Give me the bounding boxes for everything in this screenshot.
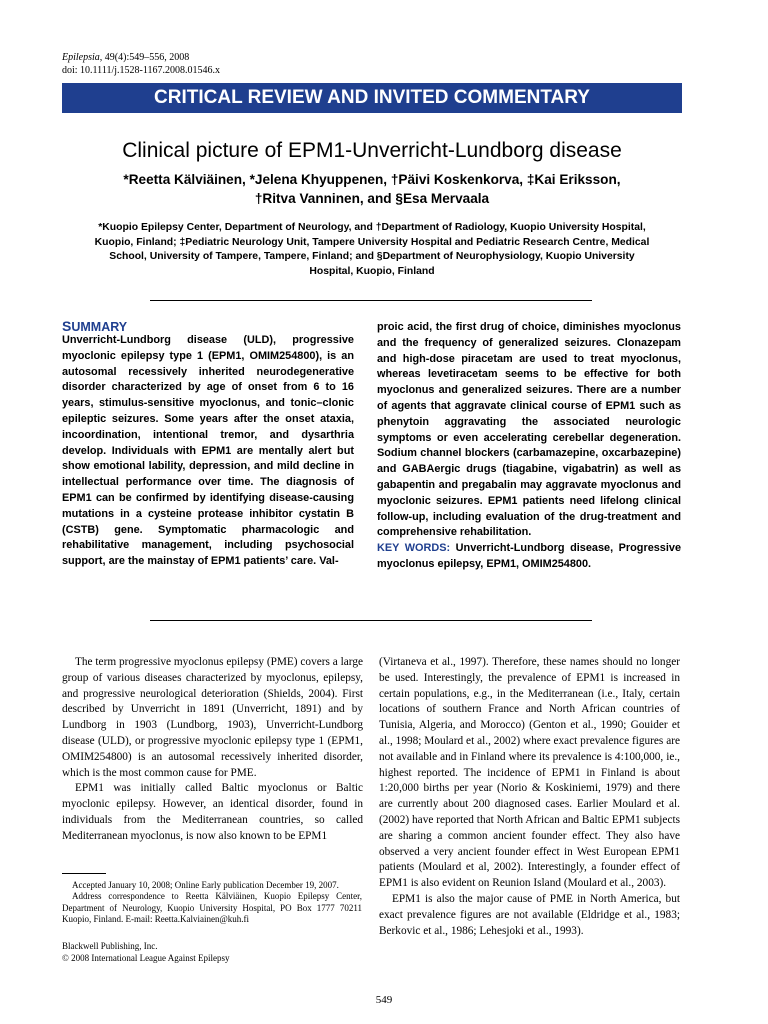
footnote-rule: [62, 873, 106, 874]
affiliation-line-3: School, University of Tampere, Tampere, Finland; and §Department of Neurophysiology, Kuopio University: [109, 251, 635, 262]
publisher-line-1: Blackwell Publishing, Inc.: [62, 941, 158, 951]
keywords-text: Unverricht-Lundborg disease, Progressive myoclonus epilepsy, EPM1, OMIM254800.: [377, 542, 682, 570]
affiliation-line-4: Hospital, Kuopio, Finland: [309, 265, 435, 277]
authors-line-2: †Ritva Vanninen, and §Esa Mervaala: [254, 191, 490, 206]
summary-heading: SUMMARY: [62, 318, 128, 334]
body-paragraph: The term progressive myoclonus epilepsy (PME) covers a large group of various diseases characterized by myoclonus, epilepsy, and progressive neurological deterioration (Shields, 2004). First described by Unverricht in 1891 (Unverricht, 1891) and by Lundborg in 1903 (Lundborg, 1903), Unverricht-Lundborg disease (ULD), or progressive myoclonic epilepsy type 1 (EPM1, OMIM254800) is an autosomal recessively inherited disorder, which is the most common cause for PME.: [62, 656, 363, 779]
body-right-column: [379, 655, 680, 939]
publisher-info: [62, 940, 230, 964]
publisher-line-2: © 2008 International League Against Epilepsy: [62, 953, 230, 963]
footnote-address: Address correspondence to Reetta Kälviäinen, Kuopio Epilepsy Center, Department of Neurology, Kuopio University Hospital, PO Box 1777 70211 Kuopio, Finland. E-mail: Reetta.Kalviainen@kuh.fi: [62, 891, 362, 925]
body-left-column: [62, 655, 363, 845]
affiliations: [58, 221, 686, 279]
summary-left-column: Unverricht-Lundborg disease (ULD), progressive myoclonic epilepsy type 1 (EPM1, OMIM254800), is an autosomal recessively inherited neurodegenerative disorder characterized by age of onset from 6 to 16 years, stimulus-sensitive myoclonus, and tonic–clonic epileptic seizures. Some years after the onset ataxia, incoordination, intentional tremor, and dysarthria develop. Individuals with EPM1 are mentally alert but show emotional lability, depression, and mild decline in intellectual performance over time. The diagnosis of EPM1 can be confirmed by identifying disease-causing mutations in a cysteine protease inhibitor cystatin B (CSTB) gene. Symptomatic pharmacologic and rehabilitative management, including psychosocial support, are the mainstay of EPM1 patients’ care. Val-: [62, 334, 354, 568]
journal-issue: 49(4):549–556, 2008: [102, 52, 190, 63]
keywords-label: KEY WORDS:: [377, 542, 451, 555]
article-title: Clinical picture of EPM1-Unverricht-Lundborg disease: [122, 139, 622, 162]
affiliation-line-1: *Kuopio Epilepsy Center, Department of Neurology, and †Department of Radiology, Kuopio University Hospital,: [98, 222, 646, 233]
divider-bottom: [150, 620, 592, 621]
body-paragraph: (Virtaneva et al., 1997). Therefore, these names should no longer be used. Interestingly, the prevalence of EPM1 is increased in certain populations, e.g., in the Mediterranean (i.e., Italy, certain locations of southern France and North African countries of Tunisia, Algeria, and Morocco) (Genton et al., 1990; Gouider et al., 1998; Moulard et al., 2002) where exact prevalence figures are not available and in Finland where its prevalence is 4:100,000, ie., highest reported. The incidence of EPM1 in Finland is about 1:20,000 births per year (Norio & Koskiniemi, 1979) and there are currently about 200 diagnosed cases. Earlier Moulard et al. (2002) have reported that North African and Baltic EPM1 subjects are sharing a common ancient founder effect. They also have observed a very ancient founder effect in West European EPM1 patients (Moulard et al, 2002). Interestingly, a founder effect of EPM1 is also evident on Reunion Island (Moulard et al., 2003).: [379, 656, 680, 890]
authors-line-1: *Reetta Kälviäinen, *Jelena Khyuppenen, †Päivi Koskenkorva, ‡Kai Eriksson,: [123, 172, 621, 187]
summary-right-text: proic acid, the first drug of choice, diminishes myoclonus and the frequency of generalized seizures. Clonazepam and high-dose piracetam are used to treat myoclonus, whereas levetiracetam seems to be effective for both myoclonus and generalized seizures. There are a number of agents that aggravate clinical course of EPM1 such as phenytoin aggravating the associated neurologic symptoms or even accelerating cerebellar degeneration. Sodium channel blockers (carbamazepine, oxcarbazepine) and GABAergic drugs (tiagabine, vigabatrin) as well as gabapentin and pregabalin may aggravate myoclonus and myoclonic seizures. EPM1 patients need lifelong clinical follow-up, including evaluation of the drug-treatment and comprehensive rehabilitation.: [377, 321, 681, 539]
journal-citation: [62, 51, 220, 77]
page-number: 549: [375, 994, 393, 1006]
summary-right-column: [377, 320, 681, 573]
body-paragraph: EPM1 was initially called Baltic myoclonus or Baltic myoclonic epilepsy. However, an identical disorder, found in individuals from the Mediterranean countries, so called Mediterranean myoclonus, is now also known to be EPM1: [62, 782, 363, 842]
body-paragraph: EPM1 is also the major cause of PME in North America, but exact prevalence figures are not available (Eldridge et al., 1983; Berkovic et al., 1986; Lehesjoki et al., 1993).: [379, 892, 680, 937]
keywords: [377, 541, 681, 573]
journal-name: Epilepsia,: [62, 52, 103, 63]
author-list: [70, 170, 674, 208]
affiliation-line-2: Kuopio, Finland; ‡Pediatric Neurology Unit, Tampere University Hospital and Pediatric Research Centre, Medical: [94, 236, 650, 248]
doi: doi: 10.1111/j.1528-1167.2008.01546.x: [62, 65, 220, 76]
footnote: [62, 880, 362, 926]
divider-top: [150, 300, 592, 301]
section-banner: CRITICAL REVIEW AND INVITED COMMENTARY: [62, 83, 682, 113]
footnote-accepted: Accepted January 10, 2008; Online Early publication December 19, 2007.: [72, 880, 339, 890]
